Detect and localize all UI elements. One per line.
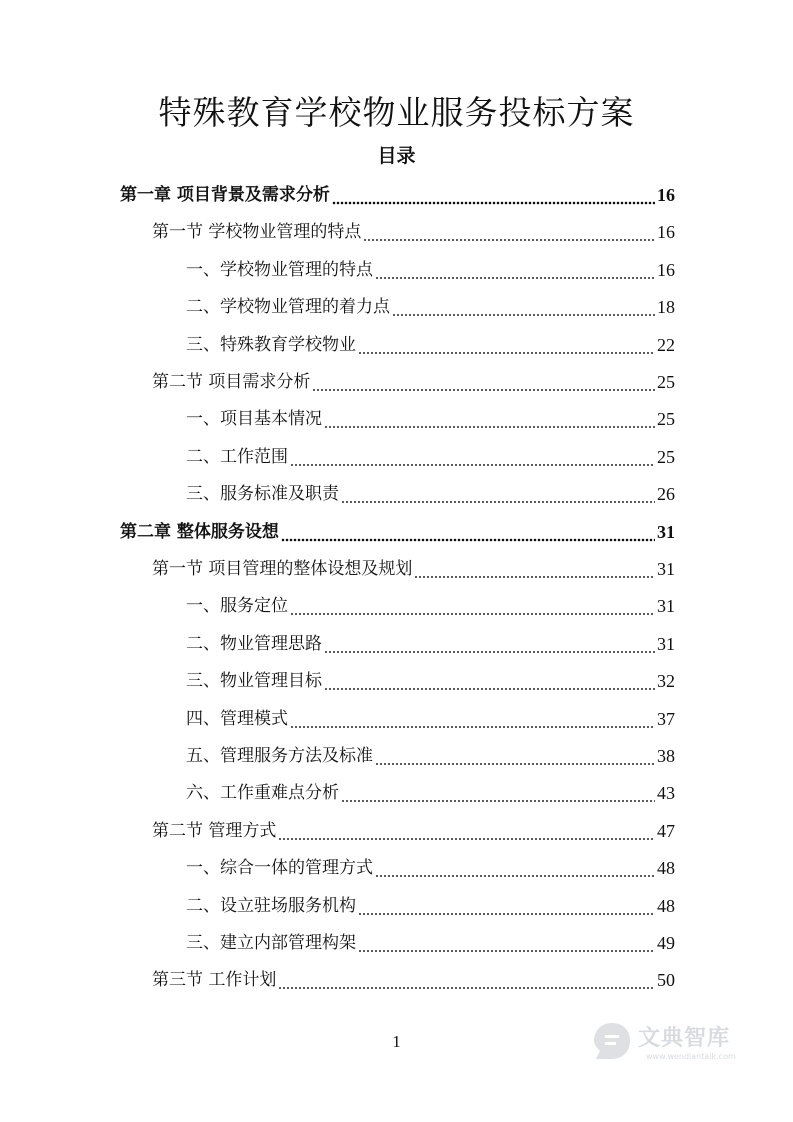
toc-entry-label: 第一章 项目背景及需求分析 [120,185,330,205]
toc-entry-label: 二、工作范围 [186,446,288,467]
toc-dot-leader [358,928,655,958]
toc-entry-page: 31 [657,521,675,542]
toc-dot-leader [358,891,655,921]
toc-subsection-entry[interactable] [186,629,675,659]
toc-subsection-entry[interactable] [186,479,675,509]
toc-section-entry[interactable] [152,816,675,846]
toc-dot-leader [281,517,655,547]
toc-entry-page: 38 [657,746,675,766]
toc-dot-leader [290,704,655,734]
toc-chapter-entry[interactable] [120,517,675,547]
toc-dot-leader [341,479,655,509]
toc-entry-label: 第一节 项目管理的整体设想及规划 [152,559,413,579]
page-number: 1 [392,1032,401,1051]
toc-entry-page: 25 [657,409,675,430]
toc-entry-label: 一、服务定位 [186,596,288,617]
toc-entry-page: 48 [657,895,675,916]
toc-entry-page: 49 [657,933,675,953]
toc-dot-leader [375,853,655,883]
toc-dot-leader [392,292,655,322]
toc-entry-page: 31 [657,596,675,617]
toc-entry-label: 第三节 工作计划 [152,970,277,991]
toc-entry-label: 一、项目基本情况 [186,409,322,430]
toc-entry-label: 三、物业管理目标 [186,671,322,692]
toc-chapter-entry[interactable] [120,180,675,210]
toc-dot-leader [341,778,655,808]
toc-entry-page: 25 [657,372,675,392]
toc-dot-leader [363,217,655,247]
toc-entry-label: 第二节 管理方式 [152,820,277,841]
toc-entry-label: 一、综合一体的管理方式 [186,858,373,879]
toc-subsection-entry[interactable] [186,778,675,808]
toc-dot-leader [290,442,655,472]
toc-entry-label: 二、学校物业管理的着力点 [186,297,390,318]
watermark-name: 文典智库 [638,1026,731,1051]
toc-entry-page: 22 [657,334,675,355]
watermark [590,1015,760,1075]
toc-entry-label: 第二节 项目需求分析 [152,372,311,392]
toc-entry-page: 26 [657,484,675,505]
toc-entry-label: 二、物业管理思路 [186,633,322,654]
toc-entry-label: 六、工作重难点分析 [186,783,339,804]
toc-entry-page: 48 [657,858,675,879]
toc-subsection-entry[interactable] [186,292,675,322]
toc-dot-leader [290,591,655,621]
toc-entry-label: 四、管理模式 [186,708,288,729]
toc-entry-page: 16 [657,259,675,280]
toc-entry-label: 第一节 学校物业管理的特点 [152,222,362,243]
toc-entry-page: 32 [657,671,675,692]
toc-entry-label: 第二章 整体服务设想 [120,521,279,542]
toc-entry-page: 25 [657,446,675,467]
toc-dot-leader [312,367,655,397]
toc-entry-label: 五、管理服务方法及标准 [186,746,373,766]
toc-section-entry[interactable] [152,367,675,397]
toc-entry-page: 31 [657,633,675,654]
toc-section-entry[interactable] [152,554,675,584]
toc-subsection-entry[interactable] [186,404,675,434]
toc-dot-leader [324,666,655,696]
toc-entry-label: 三、服务标准及职责 [186,484,339,505]
wendian-logo-icon [590,1019,634,1063]
watermark-url: www.wendiantaik.com [646,1052,736,1061]
toc-subsection-entry[interactable] [186,255,675,285]
toc-dot-leader [278,965,655,995]
toc-entry-label: 一、学校物业管理的特点 [186,259,373,280]
toc-subsection-entry[interactable] [186,666,675,696]
toc-dot-leader [375,255,655,285]
toc-subsection-entry[interactable] [186,853,675,883]
toc-section-entry[interactable] [152,217,675,247]
toc-entry-page: 47 [657,820,675,841]
toc-dot-leader [332,180,655,210]
toc-entry-page: 43 [657,783,675,804]
toc-dot-leader [324,629,655,659]
toc-entry-page: 50 [657,970,675,991]
toc-entry-label: 二、设立驻场服务机构 [186,895,356,916]
toc-section-entry[interactable] [152,965,675,995]
toc-entry-label: 三、建立内部管理构架 [186,933,356,953]
toc-dot-leader [358,330,655,360]
toc-subsection-entry[interactable] [186,330,675,360]
toc-entry-page: 16 [657,222,675,243]
toc-subsection-entry[interactable] [186,591,675,621]
toc-entry-page: 16 [657,185,675,205]
toc-dot-leader [375,741,655,771]
toc-entry-page: 18 [657,297,675,318]
toc-subsection-entry[interactable] [186,442,675,472]
toc-dot-leader [324,404,655,434]
toc-subsection-entry[interactable] [186,741,675,771]
toc-dot-leader [278,816,655,846]
toc-dot-leader [414,554,655,584]
toc-subsection-entry[interactable] [186,704,675,734]
toc-heading: 目录 [377,145,416,167]
toc-entry-page: 37 [657,708,675,729]
document-title: 特殊教育学校物业服务投标方案 [158,93,635,132]
toc-subsection-entry[interactable] [186,928,675,958]
toc-entry-label: 三、特殊教育学校物业 [186,334,356,355]
toc-entry-page: 31 [657,559,675,579]
toc-subsection-entry[interactable] [186,891,675,921]
